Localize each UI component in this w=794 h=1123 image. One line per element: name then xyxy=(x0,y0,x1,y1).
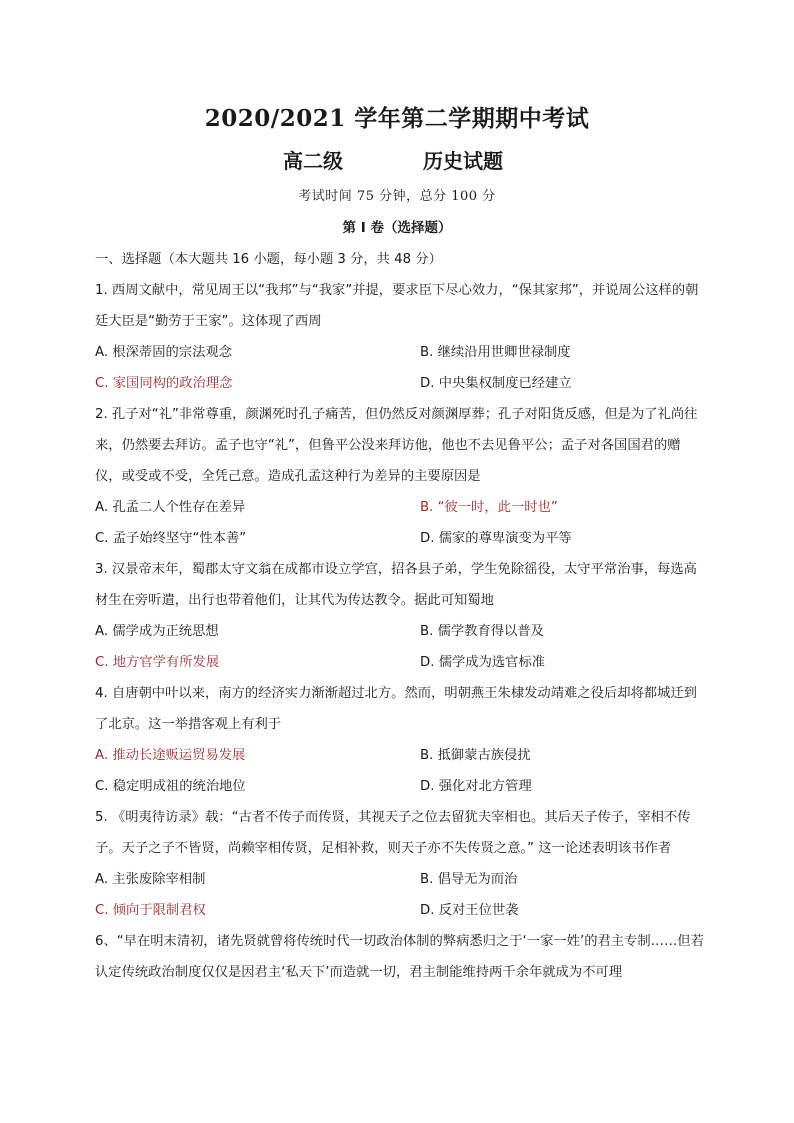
answer-option: C. 倾向于限制君权 xyxy=(95,903,206,918)
answer-option: B. 儒学教育得以普及 xyxy=(420,624,544,639)
answer-option: D. 儒学成为选官标准 xyxy=(420,655,546,670)
grade-label: 高二级 xyxy=(283,149,343,173)
answer-option: C. 孟子始终坚守“性本善” xyxy=(95,531,247,546)
exam-title: 2020/2021 学年第二学期期中考试 xyxy=(204,105,590,132)
question-stem: 2. 孔子对“礼”非常尊重，颜渊死时孔子痛苦，但仍然反对颜渊厚葬；孔子对阳货反感，但是为了礼尚往来，仍然要去拜访。孟子也守“礼”，但鲁平公没来拜访他，他也不去见鲁平公；孟子对各国国君的赠仪，或受或不受，全凭己意。造成孔孟这种行为差异的主要原因是 xyxy=(95,407,698,484)
question-list xyxy=(95,244,705,988)
answer-option: A. 儒学成为正统思想 xyxy=(95,624,219,639)
question-options xyxy=(95,492,705,554)
question-options xyxy=(95,740,705,802)
question-stem: 3. 汉景帝末年，蜀郡太守文翁在成都市设立学宫，招各县子弟，学生免除徭役，太守平常治事，每选高材生在旁听遣，出行也带着他们，让其代为传达教令。据此可知蜀地 xyxy=(95,562,697,608)
answer-option: D. 儒家的尊卑演变为平等 xyxy=(420,531,572,546)
question-stem: 1. 西周文献中，常见周王以“我邦”与“我家”并提，要求臣下尽心效力，“保其家邦”，并说周公这样的朝廷大臣是“勤劳于王家”。这体现了西周 xyxy=(95,283,699,329)
answer-option: D. 中央集权制度已经建立 xyxy=(420,376,572,391)
answer-option: B. 倡导无为而治 xyxy=(420,872,518,887)
question-options xyxy=(95,337,705,399)
section-header: 第 I 卷（选择题） xyxy=(342,220,452,236)
answer-option: A. 推动长途贩运贸易发展 xyxy=(95,748,246,763)
answer-option: B. “彼一时，此一时也” xyxy=(420,500,558,515)
question-stem: 6、“早在明末清初，诸先贤就曾将传统时代一切政治体制的弊病悉归之于‘一家一姓’的君主专制……但若认定传统政治制度仅仅是因君主‘私天下’而造就一切，君主制能维持两千余年就成为不可理 xyxy=(95,934,704,980)
answer-option: C. 稳定明成祖的统治地位 xyxy=(95,779,246,794)
exam-info: 考试时间 75 分钟，总分 100 分 xyxy=(298,189,496,204)
answer-option: D. 反对王位世袭 xyxy=(420,903,519,918)
answer-option: A. 根深蒂固的宗法观念 xyxy=(95,345,232,360)
answer-option: C. 地方官学有所发展 xyxy=(95,655,220,670)
answer-option: B. 抵御蒙古族侵扰 xyxy=(420,748,531,763)
answer-option: A. 主张废除宰相制 xyxy=(95,872,206,887)
answer-option: A. 孔孟二人个性存在差异 xyxy=(95,500,246,515)
answer-option: B. 继续沿用世卿世禄制度 xyxy=(420,345,571,360)
question-stem: 4. 自唐朝中叶以来，南方的经济实力渐渐超过北方。然而，明朝燕王朱棣发动靖难之役后却将都城迁到了北京。这一举措客观上有利于 xyxy=(95,686,697,732)
answer-option: D. 强化对北方管理 xyxy=(420,779,532,794)
question-options xyxy=(95,616,705,678)
question-stem: 5. 《明夷待访录》载：“古者不传子而传贤，其视天子之位去留犹夫宰相也。其后天子传子，宰相不传子。天子之子不皆贤，尚赖宰相传贤，足相补救，则天子亦不失传贤之意。” 这一论述表明该书作者 xyxy=(95,810,691,856)
answer-option: C. 家国同构的政治理念 xyxy=(95,376,233,391)
question-options xyxy=(95,864,705,926)
part-title: 一、选择题（本大题共 16 小题，每小题 3 分，共 48 分） xyxy=(95,252,442,267)
subject-label: 历史试题 xyxy=(423,149,503,173)
